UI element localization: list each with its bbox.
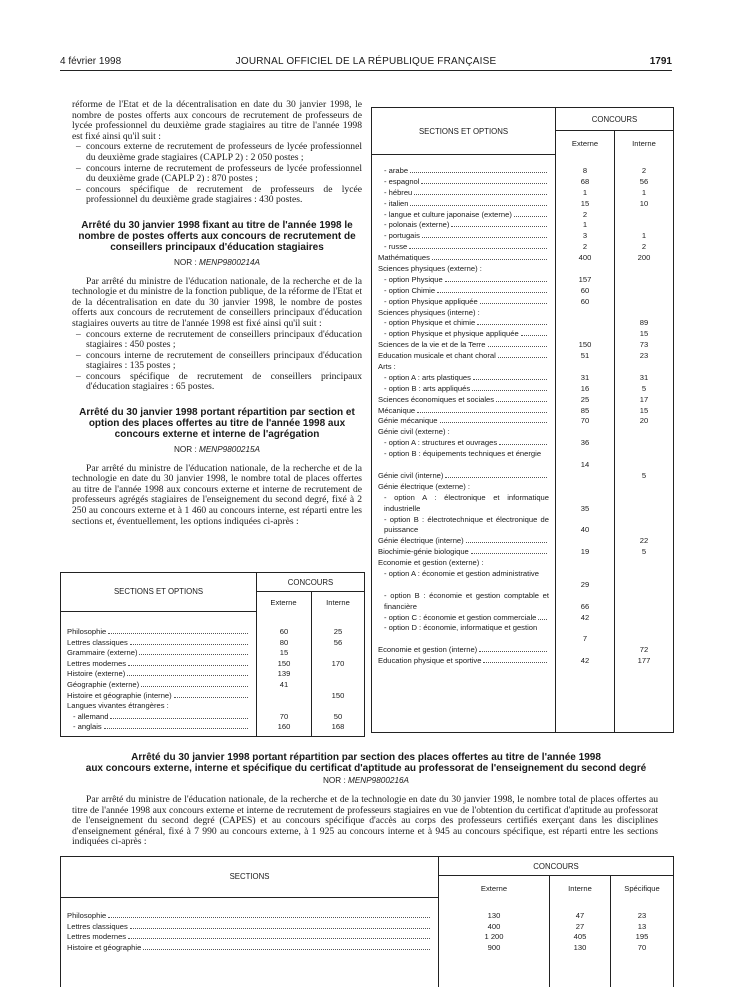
row-label: Biochimie-génie biologique xyxy=(378,547,549,558)
row-label: - option B : équipements techniques et énergie xyxy=(384,449,542,459)
list-item: – concours interne de recrutement de conseillers principaux d'éducation stagiaires : 135 postes ; xyxy=(72,351,362,372)
row-label: Lettres classiques xyxy=(67,638,250,649)
arrete-list xyxy=(72,330,362,394)
table-row xyxy=(372,569,673,591)
intro-paragraph: réforme de l'Etat et de la décentralisation en date du 30 janvier 1998, le nombre de postes offerts aux concours de recrutement de professeurs de lycée professionnel du deuxième grade stagiaires au titre de l'année 1998 est fixé ainsi qu'il suit : xyxy=(72,99,362,142)
row-label: Génie civil (externe) : xyxy=(378,427,450,437)
table-row xyxy=(61,701,364,712)
table-row xyxy=(61,680,364,691)
cell-int: 56 xyxy=(639,176,649,186)
page-header xyxy=(60,56,672,70)
row-label: Grammaire (externe) xyxy=(67,648,250,659)
cell-int: 23 xyxy=(639,351,649,361)
nor-reference: NOR : MENP9800216A xyxy=(322,776,410,786)
cell-ext: 42 xyxy=(580,612,590,622)
cell-ext: 900 xyxy=(487,942,501,952)
cell-int: 200 xyxy=(637,253,651,263)
cell-ext: 31 xyxy=(580,372,590,382)
row-label: - option A : économie et gestion administrative xyxy=(384,569,539,578)
row-label: - allemand xyxy=(73,712,250,723)
cell-ext: 1 xyxy=(582,220,588,230)
column-header-concours: CONCOURS xyxy=(591,115,638,124)
row-label: - option B : arts appliqués xyxy=(384,384,549,395)
cell-int: 170 xyxy=(331,658,345,668)
row-label: - option Physique et chimie xyxy=(384,318,549,329)
capes-table xyxy=(60,856,674,987)
cell-int: 47 xyxy=(575,911,585,920)
left-column xyxy=(72,100,362,527)
arrete-paragraph: Par arrêté du ministre de l'éducation nationale, de la recherche et de la technologie et du ministre de la fonction publique, de la réforme de l'Etat et de la décentralisation en date du 30 janvier 1998, le nombre de postes offerts aux concours de recrutement de conseillers principaux d'éducation stagiaires ouverts au titre de l'année 1998 est fixé ainsi qu'il suit : xyxy=(72,275,362,329)
row-label: Lettres modernes xyxy=(67,659,250,670)
cell-ext: 400 xyxy=(578,253,592,263)
table-row xyxy=(61,932,673,943)
table-row xyxy=(372,199,673,210)
cell-ext: 1 200 xyxy=(484,932,504,942)
table-row xyxy=(372,406,673,417)
arrete-title: Arrêté du 30 janvier 1998 portant répartition par section et option des places offertes au titre de l'année 1998 aux concours externe et interne de l'agrégation xyxy=(79,407,355,441)
agregation-table-part1 xyxy=(60,572,365,737)
row-label: Sciences économiques et sociales xyxy=(378,395,549,406)
column-header-externe: Externe xyxy=(480,884,508,893)
row-label: Mathématiques xyxy=(378,253,549,264)
table-row xyxy=(372,645,673,656)
bottom-arrete-heading xyxy=(60,752,672,785)
row-label: Sciences de la vie et de la Terre xyxy=(378,340,549,351)
table-row xyxy=(372,482,673,493)
row-label: - option B : économie et gestion comptable et financière xyxy=(384,590,549,611)
cell-spe: 23 xyxy=(637,911,647,920)
cell-ext: 139 xyxy=(277,669,291,679)
table-row xyxy=(372,515,673,537)
cell-ext: 29 xyxy=(580,579,590,589)
cell-int: 17 xyxy=(639,394,649,404)
cell-ext: 19 xyxy=(580,547,590,557)
row-label: Sciences physiques (interne) : xyxy=(378,307,480,317)
row-label: Histoire (externe) xyxy=(67,669,250,680)
table-row xyxy=(372,231,673,242)
cell-ext: 2 xyxy=(582,209,588,219)
row-label: Arts : xyxy=(378,362,396,372)
page-number: 1791 xyxy=(649,56,672,67)
table-row xyxy=(61,722,364,733)
cell-ext: 66 xyxy=(580,601,590,611)
row-label: Histoire et géographie (interne) xyxy=(67,691,250,702)
row-label: - arabe xyxy=(384,166,549,177)
column-header-sections: SECTIONS ET OPTIONS xyxy=(418,127,509,136)
table-row xyxy=(372,656,673,667)
cell-int: 73 xyxy=(639,340,649,350)
row-label: - russe xyxy=(384,242,549,253)
row-label: - option B : électrotechnique et électronique de puissance xyxy=(384,514,549,535)
table-row xyxy=(372,591,673,613)
row-label: - portugais xyxy=(384,231,549,242)
cell-ext: 160 xyxy=(277,722,291,732)
cell-int: 15 xyxy=(639,405,649,415)
table-row xyxy=(372,493,673,515)
row-label: Economie et gestion (externe) : xyxy=(378,558,484,568)
arrete-title-line1: Arrêté du 30 janvier 1998 portant répartition par section des places offertes au titre de l'année 1998 xyxy=(131,752,601,763)
table-row xyxy=(61,712,364,723)
table-row xyxy=(61,691,364,702)
cell-int: 15 xyxy=(639,329,649,339)
cell-int: 89 xyxy=(639,318,649,328)
cell-ext: 400 xyxy=(487,921,501,931)
row-label: Economie et gestion (interne) xyxy=(378,645,549,656)
header-rule xyxy=(60,70,672,71)
cell-ext: 16 xyxy=(580,383,590,393)
cell-ext: 2 xyxy=(582,242,588,252)
row-label: Langues vivantes étrangères : xyxy=(67,701,169,711)
cell-int: 405 xyxy=(573,932,587,942)
cell-int: 5 xyxy=(641,547,647,557)
issue-date: 4 février 1998 xyxy=(60,56,122,67)
column-header-sections: SECTIONS ET OPTIONS xyxy=(113,587,204,596)
table-row xyxy=(372,329,673,340)
column-header-externe: Externe xyxy=(270,598,297,607)
row-label: Génie mécanique xyxy=(378,416,549,427)
cell-ext: 60 xyxy=(279,627,289,636)
row-label: - italien xyxy=(384,199,549,210)
arrete-title-line2: aux concours externe, interne et spécifique du certificat d'aptitude au professorat de l'enseignement du second degré xyxy=(85,763,647,775)
table-row xyxy=(372,166,673,177)
cell-int: 1 xyxy=(641,187,647,197)
row-label: - langue et culture japonaise (externe) xyxy=(384,210,549,221)
agregation-table-part2 xyxy=(371,107,674,733)
arrete-title: Arrêté du 30 janvier 1998 fixant au titre de l'année 1998 le nombre de postes offerts aux concours de recrutement de conseillers principaux d'éducation stagiaires xyxy=(78,219,356,254)
table-row xyxy=(372,373,673,384)
bottom-arrete-paragraph: Par arrêté du ministre de l'éducation nationale, de la recherche et de la technologie en date du 30 janvier 1998, le nombre total de places offertes au titre de l'année 1998 aux concours externe et interne de recrutement de professeurs stagiaires en vue de l'obtention du certificat d'aptitude au professorat de l'enseignement du second degré (CAPES) et au concours spécifique d'accès au corps des professeurs certifiés exerçant dans les disciplines d'enseignement général, fixé à 7 990 au concours externe, à 1 925 au concours interne et à 945 au concours spécifique, est réparti entre les sections indiquées ci-après : xyxy=(72,794,658,848)
table-row xyxy=(372,210,673,221)
row-label: Génie électrique (externe) : xyxy=(378,481,471,491)
cell-int: 72 xyxy=(639,645,649,655)
row-label: - espagnol xyxy=(384,177,549,188)
cell-ext: 1 xyxy=(582,187,588,197)
row-label: - option Chimie xyxy=(384,286,549,297)
table-row xyxy=(372,449,673,471)
cell-ext: 150 xyxy=(277,658,291,668)
table-row xyxy=(372,253,673,264)
cell-int: 130 xyxy=(573,942,587,952)
row-label: Lettres classiques xyxy=(67,922,432,933)
cell-int: 5 xyxy=(641,383,647,393)
list-item: – concours externe de recrutement de professeurs de lycée professionnel du deuxième grade stagiaires (CAPLP 2) : 2 050 postes ; xyxy=(72,142,362,163)
cell-int: 150 xyxy=(331,690,345,700)
cell-spe: 70 xyxy=(637,942,647,952)
column-header-sections: SECTIONS xyxy=(229,872,270,881)
table-row xyxy=(61,638,364,649)
list-item: – concours externe de recrutement de conseillers principaux d'éducation stagiaires : 450 postes ; xyxy=(72,330,362,351)
cell-ext: 41 xyxy=(279,679,289,689)
column-header-externe: Externe xyxy=(571,139,599,148)
column-header-concours: CONCOURS xyxy=(533,862,579,871)
row-label: - option A : arts plastiques xyxy=(384,373,549,384)
row-label: - polonais (externe) xyxy=(384,220,549,231)
column-header-interne: Interne xyxy=(632,139,656,148)
cell-int: 2 xyxy=(641,242,647,252)
table-row xyxy=(61,911,673,922)
cell-ext: 7 xyxy=(582,634,588,644)
cell-ext: 85 xyxy=(580,405,590,415)
table-row xyxy=(372,264,673,275)
cell-int: 20 xyxy=(639,416,649,426)
nor-reference: NOR : MENP9800214A xyxy=(173,257,261,267)
row-label: Sciences physiques (externe) : xyxy=(378,264,482,274)
row-label: Génie civil (interne) xyxy=(378,471,549,482)
cell-int: 10 xyxy=(639,198,649,208)
table-row xyxy=(372,613,673,624)
cell-int: 31 xyxy=(639,372,649,382)
row-label: - hébreu xyxy=(384,188,549,199)
column-header-interne: Interne xyxy=(326,598,350,607)
table-row xyxy=(61,943,673,954)
cell-ext: 157 xyxy=(578,274,592,284)
cell-ext: 25 xyxy=(580,394,590,404)
table-row xyxy=(372,242,673,253)
cell-ext: 60 xyxy=(580,285,590,295)
table-row xyxy=(61,669,364,680)
cell-spe: 13 xyxy=(637,921,647,931)
row-label: Histoire et géographie xyxy=(67,943,432,954)
cell-int: 2 xyxy=(641,165,647,175)
table-row xyxy=(372,362,673,373)
row-label: - option Physique xyxy=(384,275,549,286)
table-row xyxy=(372,384,673,395)
cell-ext: 130 xyxy=(487,911,501,920)
table-row xyxy=(372,351,673,362)
row-label: - option Physique appliquée xyxy=(384,297,549,308)
table-row xyxy=(372,471,673,482)
arrete-paragraph: Par arrêté du ministre de l'éducation nationale, de la recherche et de la technologie en date du 30 janvier 1998, le nombre total de places offertes au titre de l'année 1998 aux concours externe et interne de recrutement de professeurs agrégés stagiaires de l'enseignement du second degré, fixé à 2 250 au concours externe et à 1 460 au concours interne, est réparti entre les sections et, éventuellement, les options indiquées ci-après : xyxy=(72,462,362,527)
table-row xyxy=(372,318,673,329)
column-header-concours: CONCOURS xyxy=(287,578,334,587)
column-header-specifique: Spécifique xyxy=(624,884,660,893)
table-row xyxy=(372,220,673,231)
row-label: Génie électrique (interne) xyxy=(378,536,549,547)
row-label: Education musicale et chant choral xyxy=(378,351,549,362)
cell-ext: 14 xyxy=(580,460,590,470)
cell-ext: 36 xyxy=(580,438,590,448)
row-label: - option D : économie, informatique et gestion xyxy=(384,623,538,633)
cell-ext: 68 xyxy=(580,176,590,186)
table-row xyxy=(372,395,673,406)
cell-ext: 150 xyxy=(578,340,592,350)
table-row xyxy=(61,659,364,670)
table-row xyxy=(61,922,673,933)
cell-int: 56 xyxy=(333,637,343,647)
row-label: - option C : économie et gestion commerciale xyxy=(384,613,549,624)
nor-reference: NOR : MENP9800215A xyxy=(173,444,261,454)
list-item: – concours interne de recrutement de professeurs de lycée professionnel du deuxième grade (CAPLP 2) : 870 postes ; xyxy=(72,164,362,185)
row-label: Philosophie xyxy=(67,627,250,638)
cell-ext: 15 xyxy=(279,648,289,658)
cell-ext: 8 xyxy=(582,165,588,175)
cell-spe: 195 xyxy=(635,932,649,942)
cell-int: 1 xyxy=(641,231,647,241)
table-row xyxy=(372,623,673,645)
column-header-interne: Interne xyxy=(568,884,592,893)
journal-title: JOURNAL OFFICIEL DE LA RÉPUBLIQUE FRANÇAISE xyxy=(235,56,497,67)
cell-ext: 15 xyxy=(580,198,590,208)
row-label: Géographie (externe) xyxy=(67,680,250,691)
cell-ext: 70 xyxy=(279,711,289,721)
table-row xyxy=(372,427,673,438)
cell-int: 25 xyxy=(333,627,343,636)
row-label: Philosophie xyxy=(67,911,432,922)
list-item: – concours spécifique de recrutement de professeurs de lycée professionnel du deuxième grade stagiaires : 430 postes. xyxy=(72,185,362,206)
cell-ext: 51 xyxy=(580,351,590,361)
row-label: Mécanique xyxy=(378,406,549,417)
intro-list xyxy=(72,142,362,206)
cell-int: 5 xyxy=(641,470,647,480)
cell-ext: 40 xyxy=(580,525,590,535)
cell-int: 50 xyxy=(333,711,343,721)
table-row xyxy=(372,536,673,547)
table-row xyxy=(372,308,673,319)
cell-int: 177 xyxy=(637,656,651,666)
table-row xyxy=(372,177,673,188)
row-label: - anglais xyxy=(73,722,250,733)
cell-int: 22 xyxy=(639,536,649,546)
cell-ext: 35 xyxy=(580,503,590,513)
list-item: – concours spécifique de recrutement de conseillers principaux d'éducation stagiaires : 65 postes. xyxy=(72,372,362,393)
table-row xyxy=(372,297,673,308)
cell-ext: 60 xyxy=(580,296,590,306)
row-label: Education physique et sportive xyxy=(378,656,549,667)
row-label: - option A : électronique et informatique industrielle xyxy=(384,492,549,513)
cell-ext: 42 xyxy=(580,656,590,666)
table-row xyxy=(372,340,673,351)
table-row xyxy=(372,188,673,199)
cell-ext: 70 xyxy=(580,416,590,426)
table-row xyxy=(372,286,673,297)
table-row xyxy=(372,438,673,449)
table-row xyxy=(372,275,673,286)
cell-int: 27 xyxy=(575,921,585,931)
table-row xyxy=(61,627,364,638)
row-label: - option A : structures et ouvrages xyxy=(384,438,549,449)
table-row xyxy=(372,547,673,558)
cell-int: 168 xyxy=(331,722,345,732)
table-row xyxy=(61,648,364,659)
table-row xyxy=(372,558,673,569)
row-label: Lettres modernes xyxy=(67,932,432,943)
row-label: - option Physique et physique appliquée xyxy=(384,329,549,340)
cell-ext: 3 xyxy=(582,231,588,241)
table-row xyxy=(372,416,673,427)
cell-ext: 80 xyxy=(279,637,289,647)
